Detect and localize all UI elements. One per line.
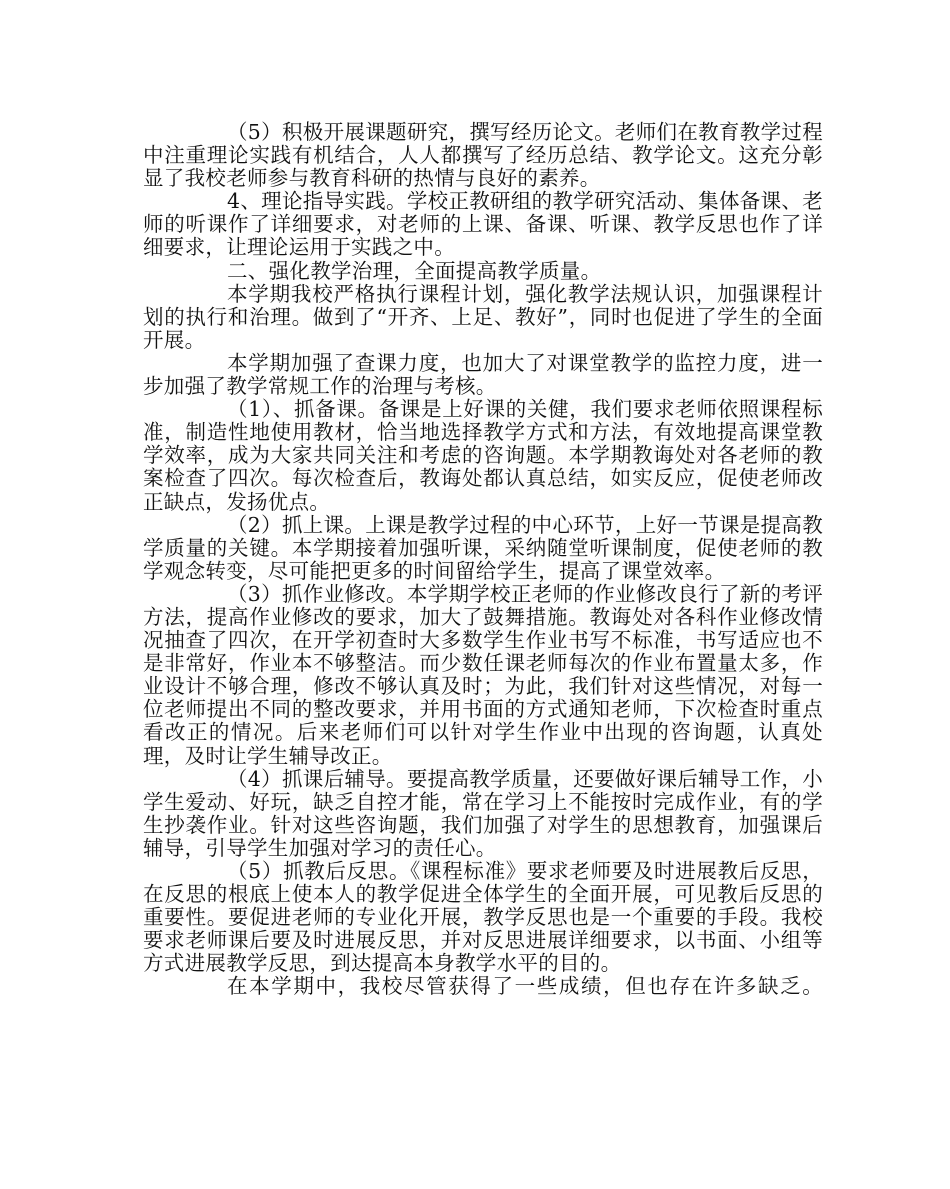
paragraph-research: （5）积极开展课题研究，撰写经历论文。老师们在教育教学过程中注重理论实践有机结合，人人都撰写了经历总结、教学论文。这充分彰显了我校老师参与教育科研的热情与良好的素养。 bbox=[143, 120, 823, 191]
paragraph-curriculum-plan: 本学期我校严格执行课程计划，强化教学法规认识，加强课程计划的执行和治理。做到了“开齐、上足、教好”，同时也促进了学生的全面开展。 bbox=[143, 281, 823, 352]
paragraph-homework-correction: （3）抓作业修改。本学期学校正老师的作业修改良行了新的考评方法，提高作业修改的要求，加大了鼓舞措施。教诲处对各科作业修改情况抽查了四次，在开学初查时大多数学生作业书写不标准，书写适应也不是非常好，作业本不够整洁。而少数任课老师每次的作业布置量太多，作业设计不够合理，修改不够认真及时；为此，我们针对这些情况，对每一位老师提出不同的整改要求，并用书面的方式通知老师，下次检查时重点看改正的情况。后来老师们可以针对学生作业中出现的咨询题，认真处理，及时让学生辅导改正。 bbox=[143, 581, 823, 768]
paragraph-after-class-tutoring: （4）抓课后辅导。要提高教学质量，还要做好课后辅导工作，小学生爱动、好玩，缺乏自控才能，常在学习上不能按时完成作业，有的学生抄袭作业。针对这些咨询题，我们加强了对学生的思想教育，加强课后辅导，引导学生加强对学习的责任心。 bbox=[143, 766, 823, 860]
paragraph-lesson-preparation: （1）、抓备课。备课是上好课的关健，我们要求老师依照课程标准，制造性地使用教材，恰当地选择教学方式和方法，有效地提高课堂教学效率，成为大家共同关注和考虑的咨询题。本学期教诲处对各老师的教案检查了四次。每次检查后，教诲处都认真总结，如实反应，促使老师改正缺点，发扬优点。 bbox=[143, 397, 823, 514]
paragraph-classroom-teaching: （2）抓上课。上课是教学过程的中心环节，上好一节课是提高教学质量的关键。本学期接着加强听课，采纳随堂听课制度，促使老师的教学观念转变，尽可能把更多的时间留给学生，提高了课堂效率。 bbox=[143, 512, 823, 583]
section-heading-teaching-management: 二、强化教学治理，全面提高教学质量。 bbox=[227, 258, 602, 283]
paragraph-class-inspection: 本学期加强了查课力度，也加大了对课堂教学的监控力度，进一步加强了教学常规工作的治理与考核。 bbox=[143, 350, 823, 399]
paragraph-summary-shortcomings: 在本学期中，我校尽管获得了一些成绩，但也存在许多缺乏。 bbox=[227, 974, 823, 999]
paragraph-teaching-reflection: （5）抓教后反思。《课程标准》要求老师要及时进展教后反思，在反思的根底上使本人的教学促进全体学生的全面开展，可见教后反思的重要性。要促进老师的专业化开展，教学反思也是一个重要的手段。我校要求老师课后要及时进展反思，并对反思进展详细要求，以书面、小组等方式进展教学反思，到达提高本身教学水平的目的。 bbox=[143, 859, 823, 976]
paragraph-theory-practice: 4、理论指导实践。学校正教研组的教学研究活动、集体备课、老师的听课作了详细要求，对老师的上课、备课、听课、教学反思也作了详细要求，让理论运用于实践之中。 bbox=[143, 189, 823, 260]
document-page bbox=[143, 121, 823, 999]
